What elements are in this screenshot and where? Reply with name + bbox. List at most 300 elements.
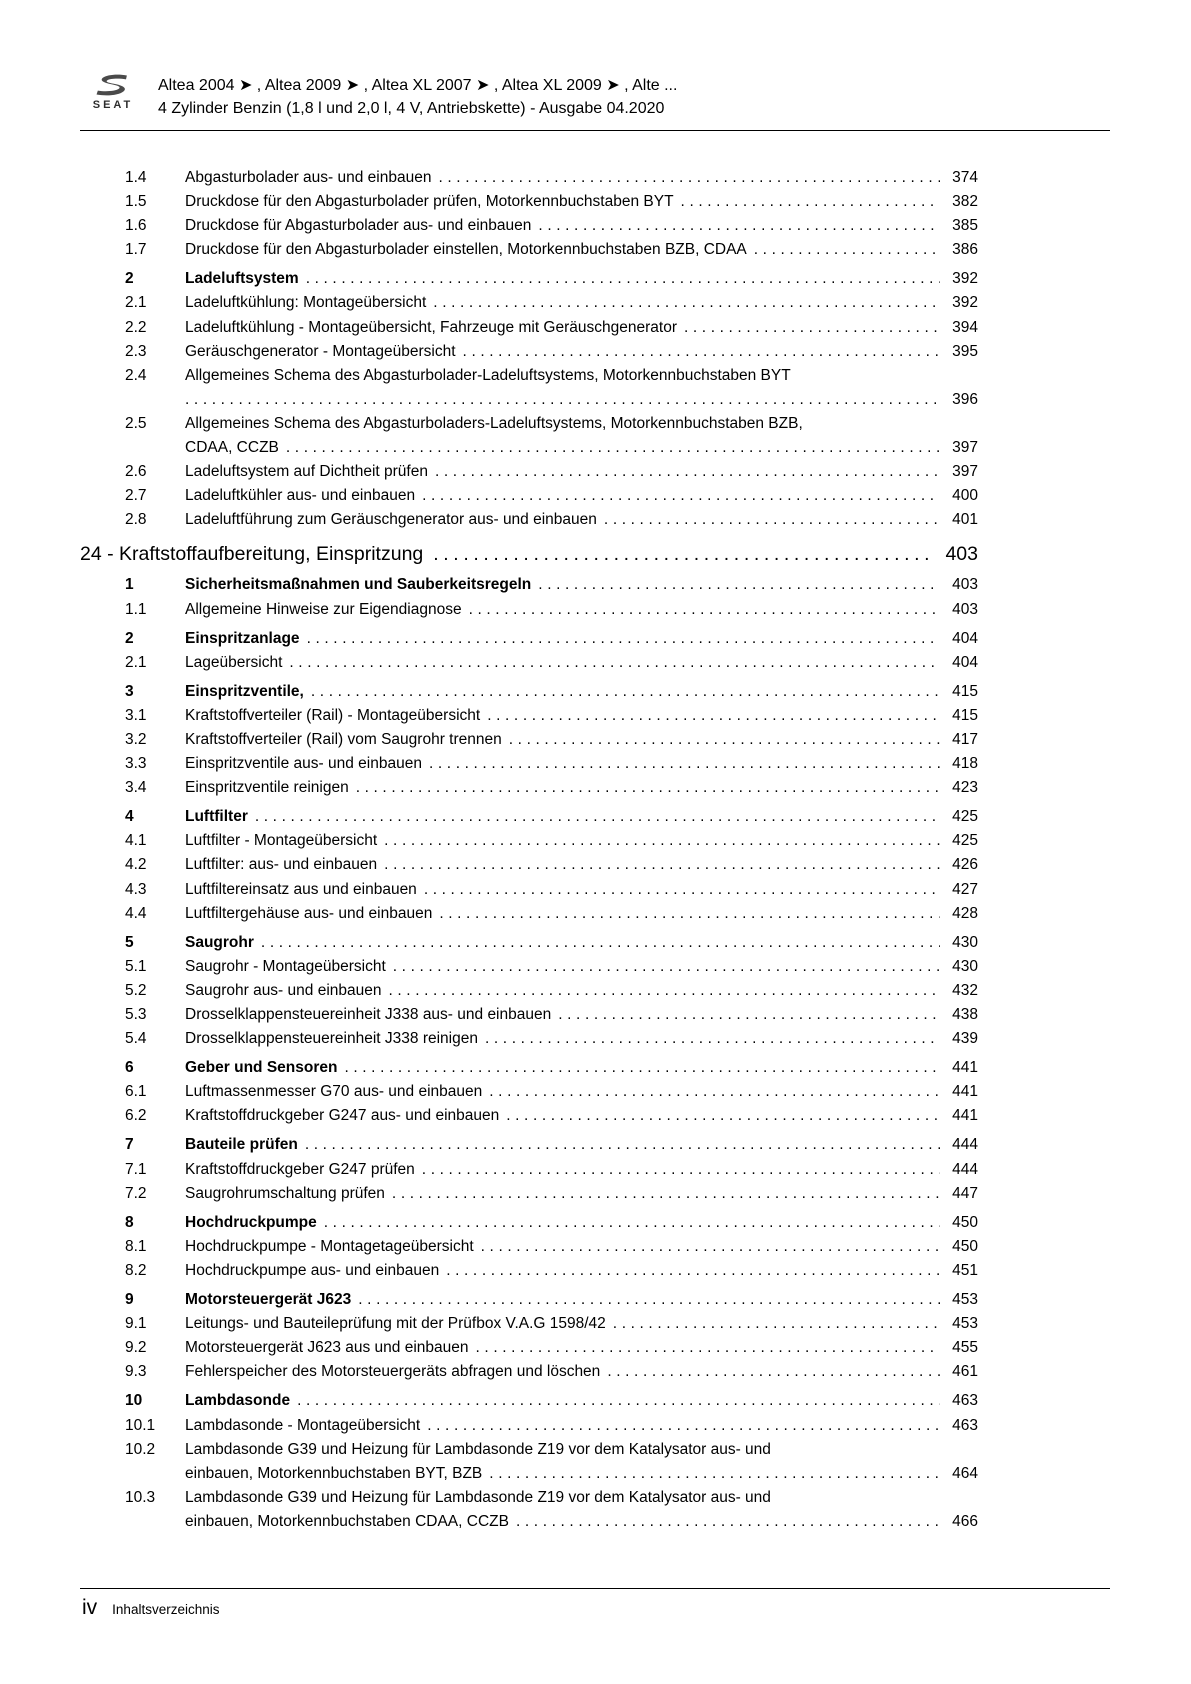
dot-leader: [307, 627, 940, 651]
entry-title: Lambdasonde: [185, 1392, 291, 1410]
toc-entry-row: [80, 931, 978, 955]
entry-page-number: 439: [952, 1030, 978, 1048]
entry-number: 2.1: [125, 653, 147, 671]
entry-page-number: 415: [952, 682, 978, 700]
entry-number: 4.1: [125, 832, 147, 850]
entry-title: Geber und Sensoren: [185, 1059, 338, 1077]
toc-entry-row: [80, 1080, 978, 1104]
toc-entry-row: [80, 460, 978, 484]
entry-title: Kraftstoffdruckgeber G247 aus- und einbauen: [185, 1107, 500, 1125]
dot-leader: [324, 1211, 940, 1235]
entry-line: [185, 1027, 978, 1051]
entry-page-number: 463: [952, 1392, 978, 1410]
entry-body: [185, 1104, 978, 1128]
entry-title: Ladeluftführung zum Geräuschgenerator aus- und einbauen: [185, 511, 597, 529]
toc-entries: [80, 166, 978, 1534]
entry-title: Einspritzventile,: [185, 682, 304, 700]
dot-leader: [469, 598, 940, 622]
entry-title: Motorsteuergerät J623: [185, 1291, 352, 1309]
entry-body: [185, 1056, 978, 1080]
entry-body: [185, 829, 978, 853]
entry-page-number: 415: [952, 706, 978, 724]
entry-page-number: 404: [952, 629, 978, 647]
entry-title: Bauteile prüfen: [185, 1136, 298, 1154]
entry-body: [185, 412, 978, 460]
entry-number: 7.2: [125, 1184, 147, 1202]
toc-entry-row: [80, 1336, 978, 1360]
toc-entry-row: [80, 598, 978, 622]
entry-title: Luftfiltergehäuse aus- und einbauen: [185, 904, 433, 922]
entry-body: [185, 573, 978, 597]
entry-line: [185, 1133, 978, 1157]
toc-entry-row: [80, 805, 978, 829]
toc-entry-row: [80, 853, 978, 877]
entry-page-number: 395: [952, 342, 978, 360]
entry-body: [185, 878, 978, 902]
dot-leader: [435, 460, 940, 484]
entry-line: [185, 1235, 978, 1259]
entry-line: [185, 704, 978, 728]
entry-page-number: 418: [952, 755, 978, 773]
entry-title: Fehlerspeicher des Motorsteuergeräts abfragen und löschen: [185, 1363, 601, 1381]
entry-line: [185, 1080, 978, 1104]
entry-number: 1: [125, 576, 134, 594]
entry-title: Allgemeine Hinweise zur Eigendiagnose: [185, 600, 462, 618]
entry-body: [185, 651, 978, 675]
footer-page-number: iv: [82, 1596, 98, 1619]
entry-line: [185, 1056, 978, 1080]
entry-page-number: 392: [952, 270, 978, 288]
header-title-line2: 4 Zylinder Benzin (1,8 l und 2,0 l, 4 V, Antriebskette) - Ausgabe 04.2020: [158, 100, 665, 117]
header-title-line1: Altea 2004 ➤ , Altea 2009 ➤ , Altea XL 2007 ➤ , Altea XL 2009 ➤ , Alte ...: [158, 77, 678, 94]
entry-line: [185, 238, 978, 262]
entry-number: 4.3: [125, 880, 147, 898]
toc-entry-row: [80, 627, 978, 651]
entry-body: [185, 460, 978, 484]
entry-line: [185, 1462, 978, 1486]
entry-number: 1.6: [125, 217, 147, 235]
entry-number: 8.1: [125, 1237, 147, 1255]
entry-title: Ladeluftsystem auf Dichtheit prüfen: [185, 463, 428, 481]
toc-entry-row: [80, 1259, 978, 1283]
entry-page-number: 428: [952, 904, 978, 922]
toc-entry-row: [80, 1389, 978, 1413]
entry-body: [185, 1486, 978, 1534]
dot-leader: [439, 902, 940, 926]
toc-entry-row: [80, 704, 978, 728]
toc-entry-row: [80, 190, 978, 214]
entry-number: 5.2: [125, 981, 147, 999]
toc-entry-row: [80, 267, 978, 291]
entry-page-number: 461: [952, 1363, 978, 1381]
entry-number: 8: [125, 1213, 134, 1231]
header-divider: [80, 130, 1110, 131]
entry-title: Einspritzventile reinigen: [185, 779, 349, 797]
entry-line: [185, 1211, 978, 1235]
entry-number: 9.2: [125, 1339, 147, 1357]
entry-title: Einspritzanlage: [185, 629, 300, 647]
entry-number: 7.1: [125, 1160, 147, 1178]
entry-title: Luftfilter: aus- und einbauen: [185, 856, 378, 874]
entry-title: Luftfilter - Montageübersicht: [185, 832, 378, 850]
seat-s-icon: [91, 72, 135, 98]
toc-entry-row: [80, 291, 978, 315]
seat-logo-text: SEAT: [92, 99, 134, 111]
entry-number: 2.1: [125, 294, 147, 312]
dot-leader: [538, 214, 940, 238]
entry-page-number: 432: [952, 981, 978, 999]
toc-entry-row: [80, 680, 978, 704]
entry-title: Lambdasonde - Montageübersicht: [185, 1416, 421, 1434]
entry-number: 2.7: [125, 487, 147, 505]
entry-line: [185, 598, 978, 622]
entry-title-line1: Allgemeines Schema des Abgasturboladers-Ladeluftsystems, Motorkennbuchstaben BZB,: [185, 414, 803, 432]
toc-entry-row: [80, 1003, 978, 1027]
dot-leader: [438, 166, 940, 190]
entry-body: [185, 214, 978, 238]
entry-line: [185, 1003, 978, 1027]
entry-body: [185, 1336, 978, 1360]
entry-body: [185, 1259, 978, 1283]
entry-line: [185, 853, 978, 877]
entry-number: 7: [125, 1136, 134, 1154]
entry-title: Geräuschgenerator - Montageübersicht: [185, 342, 456, 360]
toc-entry-row: [80, 1414, 978, 1438]
entry-number: 3.4: [125, 779, 147, 797]
dot-leader: [487, 704, 940, 728]
dot-leader: [754, 238, 940, 262]
entry-page-number: 396: [952, 390, 978, 408]
entry-body: [185, 1414, 978, 1438]
dot-leader: [558, 1003, 940, 1027]
dot-leader: [489, 1080, 940, 1104]
entry-body: [185, 704, 978, 728]
toc-entry-row: [80, 1312, 978, 1336]
entry-title: Motorsteuergerät J623 aus und einbauen: [185, 1339, 469, 1357]
entry-number: 2.5: [125, 414, 147, 432]
entry-page-number: 401: [952, 511, 978, 529]
entry-line: [185, 436, 978, 460]
entry-number: 1.5: [125, 193, 147, 211]
dot-leader: [305, 1133, 940, 1157]
toc-entry-row: [80, 1235, 978, 1259]
dot-leader: [476, 1336, 940, 1360]
entry-page-number: 447: [952, 1184, 978, 1202]
entry-body: [185, 166, 978, 190]
toc-entry-row: [80, 776, 978, 800]
dot-leader: [185, 388, 940, 412]
entry-page-number: 463: [952, 1416, 978, 1434]
dot-leader: [311, 680, 940, 704]
dot-leader: [429, 752, 940, 776]
entry-title: Einspritzventile aus- und einbauen: [185, 755, 422, 773]
entry-line: [185, 1259, 978, 1283]
entry-page-number: 425: [952, 832, 978, 850]
entry-page-number: 455: [952, 1339, 978, 1357]
toc-entry-row: [80, 1360, 978, 1384]
dot-leader: [613, 1312, 940, 1336]
entry-page-number: 450: [952, 1237, 978, 1255]
entry-body: [185, 598, 978, 622]
entry-page-number: 385: [952, 217, 978, 235]
entry-page-number: 451: [952, 1261, 978, 1279]
entry-line: [185, 805, 978, 829]
entry-number: 9.3: [125, 1363, 147, 1381]
entry-page-number: 386: [952, 241, 978, 259]
entry-page-number: 453: [952, 1291, 978, 1309]
entry-title: Drosselklappensteuereinheit J338 aus- und einbauen: [185, 1006, 552, 1023]
chapter-page-number: 403: [945, 543, 978, 566]
entry-page-number: 430: [952, 957, 978, 975]
dot-leader: [681, 190, 940, 214]
entry-title: Druckdose für den Abgasturbolader einstellen, Motorkennbuchstaben BZB, CDAA: [185, 241, 747, 259]
entry-number: 2.4: [125, 366, 147, 384]
entry-title: Hochdruckpumpe: [185, 1213, 317, 1231]
dot-leader: [489, 1462, 940, 1486]
entry-body: [185, 291, 978, 315]
entry-line: [185, 728, 978, 752]
entry-number: 2.2: [125, 318, 147, 336]
entry-line: [185, 573, 978, 597]
entry-number: 5.3: [125, 1006, 147, 1023]
dot-leader: [446, 1259, 940, 1283]
entry-page-number: 441: [952, 1059, 978, 1077]
entry-title: Ladeluftkühler aus- und einbauen: [185, 487, 416, 505]
entry-body: [185, 1438, 978, 1486]
footer-divider: [80, 1588, 1110, 1589]
entry-body: [185, 238, 978, 262]
entry-number: 9: [125, 1291, 134, 1309]
entry-page-number: 430: [952, 933, 978, 951]
toc-entry-row: [80, 728, 978, 752]
entry-line: [185, 1360, 978, 1384]
entry-number: 5.1: [125, 957, 147, 975]
entry-title: Druckdose für den Abgasturbolader prüfen, Motorkennbuchstaben BYT: [185, 193, 674, 211]
dot-leader: [384, 829, 940, 853]
entry-number: 2.8: [125, 511, 147, 529]
entry-title: Kraftstoffverteiler (Rail) vom Saugrohr trennen: [185, 730, 502, 748]
entry-page-number: 392: [952, 294, 978, 312]
entry-title: Saugrohr aus- und einbauen: [185, 981, 382, 999]
dot-leader: [384, 853, 940, 877]
dot-leader: [427, 1414, 940, 1438]
toc-entry-row: [80, 1288, 978, 1312]
entry-title: Luftfiltereinsatz aus und einbauen: [185, 880, 417, 898]
entry-line: [185, 214, 978, 238]
entry-line: [185, 388, 978, 412]
entry-line: [185, 267, 978, 291]
entry-body: [185, 680, 978, 704]
entry-title: Drosselklappensteuereinheit J338 reinigen: [185, 1030, 478, 1048]
entry-line: [185, 484, 978, 508]
toc-entry-row: [80, 412, 978, 460]
entry-line: [185, 1158, 978, 1182]
toc-entry-row: [80, 508, 978, 532]
entry-page-number: 444: [952, 1160, 978, 1178]
toc-entry-row: [80, 979, 978, 1003]
entry-body: [185, 1080, 978, 1104]
dot-leader: [481, 1235, 940, 1259]
toc-entry-row: [80, 1027, 978, 1051]
entry-body: [185, 190, 978, 214]
entry-body: [185, 484, 978, 508]
entry-number: 4: [125, 808, 134, 826]
entry-body: [185, 979, 978, 1003]
entry-body: [185, 1182, 978, 1206]
toc-entry-row: [80, 238, 978, 262]
entry-line: [185, 680, 978, 704]
entry-body: [185, 931, 978, 955]
entry-line: [185, 1414, 978, 1438]
entry-number: 10.2: [125, 1440, 156, 1458]
toc-entry-row: [80, 1056, 978, 1080]
entry-body: [185, 752, 978, 776]
entry-body: [185, 1027, 978, 1051]
entry-number: 3.1: [125, 706, 147, 724]
entry-line: [185, 931, 978, 955]
entry-body: [185, 340, 978, 364]
entry-title: Leitungs- und Bauteileprüfung mit der Prüfbox V.A.G 1598/42: [185, 1315, 606, 1333]
toc-entry-row: [80, 878, 978, 902]
entry-page-number: 423: [952, 779, 978, 797]
entry-body: [185, 1235, 978, 1259]
entry-body: [185, 267, 978, 291]
entry-line: [185, 1336, 978, 1360]
toc-entry-row: [80, 1182, 978, 1206]
entry-body: [185, 1158, 978, 1182]
dot-leader: [289, 651, 940, 675]
entry-number: 2: [125, 270, 134, 288]
entry-page-number: 427: [952, 880, 978, 898]
toc-entry-row: [80, 573, 978, 597]
dot-leader: [261, 931, 940, 955]
entry-line: [185, 979, 978, 1003]
seat-logo: [86, 72, 140, 111]
entry-number: 1.1: [125, 600, 147, 618]
entry-number: 2: [125, 629, 134, 647]
entry-title-line1: Allgemeines Schema des Abgasturbolader-Ladeluftsystems, Motorkennbuchstaben BYT: [185, 366, 791, 384]
dot-leader: [388, 979, 940, 1003]
entry-number: 3.3: [125, 755, 147, 773]
entry-body: [185, 1389, 978, 1413]
entry-body: [185, 1133, 978, 1157]
toc-entry-row: [80, 364, 978, 412]
page-header: [86, 72, 677, 120]
toc-entry-row: [80, 166, 978, 190]
dot-leader: [433, 541, 932, 568]
entry-title: einbauen, Motorkennbuchstaben CDAA, CCZB: [185, 1512, 509, 1530]
entry-number: 5: [125, 933, 134, 951]
entry-line: [185, 955, 978, 979]
entry-body: [185, 316, 978, 340]
dot-leader: [422, 1158, 940, 1182]
entry-line: [185, 902, 978, 926]
entry-number: 10: [125, 1392, 143, 1410]
entry-number: 2.6: [125, 463, 147, 481]
entry-body: [185, 1211, 978, 1235]
entry-title: Druckdose für Abgasturbolader aus- und einbauen: [185, 217, 532, 235]
toc-entry-row: [80, 1133, 978, 1157]
entry-number: 6.2: [125, 1107, 147, 1125]
toc-entry-row: [80, 214, 978, 238]
dot-leader: [463, 340, 940, 364]
dot-leader: [485, 1027, 940, 1051]
dot-leader: [358, 1288, 940, 1312]
entry-title: Ladeluftkühlung: Montageübersicht: [185, 294, 427, 312]
dot-leader: [516, 1510, 940, 1534]
dot-leader: [424, 878, 940, 902]
entry-page-number: 397: [952, 463, 978, 481]
entry-page-number: 441: [952, 1083, 978, 1101]
dot-leader: [255, 805, 940, 829]
dot-leader: [684, 316, 940, 340]
header-titles: [158, 72, 677, 120]
entry-number: 10.3: [125, 1488, 156, 1506]
entry-line: [185, 316, 978, 340]
entry-title: Hochdruckpumpe - Montagetageübersicht: [185, 1237, 474, 1255]
entry-page-number: 453: [952, 1315, 978, 1333]
toc-entry-row: [80, 340, 978, 364]
entry-body: [185, 1360, 978, 1384]
entry-line: [185, 627, 978, 651]
entry-body: [185, 1312, 978, 1336]
toc-entry-row: [80, 955, 978, 979]
entry-body: [185, 776, 978, 800]
entry-title: Saugrohrumschaltung prüfen: [185, 1184, 385, 1202]
chapter-heading-row: [80, 541, 978, 568]
entry-number: 4.2: [125, 856, 147, 874]
entry-body: [185, 1288, 978, 1312]
toc-entry-row: [80, 902, 978, 926]
entry-line: [185, 878, 978, 902]
entry-number: 6.1: [125, 1083, 147, 1101]
entry-number: 8.2: [125, 1261, 147, 1279]
entry-title: Saugrohr: [185, 933, 254, 951]
entry-title: Kraftstoffverteiler (Rail) - Montageübersicht: [185, 706, 481, 724]
entry-line: [185, 1104, 978, 1128]
entry-title: Saugrohr - Montageübersicht: [185, 957, 386, 975]
entry-body: [185, 508, 978, 532]
entry-title: Abgasturbolader aus- und einbauen: [185, 169, 432, 186]
entry-line: [185, 166, 978, 190]
toc-entry-row: [80, 1211, 978, 1235]
entry-title: Kraftstoffdruckgeber G247 prüfen: [185, 1160, 415, 1178]
dot-leader: [422, 484, 940, 508]
entry-page-number: 444: [952, 1136, 978, 1154]
dot-leader: [506, 1104, 940, 1128]
entry-line: [185, 776, 978, 800]
entry-line: [185, 508, 978, 532]
entry-line: [185, 1510, 978, 1534]
dot-leader: [306, 267, 940, 291]
entry-page-number: 403: [952, 576, 978, 594]
toc-entry-row: [80, 1104, 978, 1128]
entry-page-number: 404: [952, 653, 978, 671]
entry-title: Ladeluftsystem: [185, 270, 299, 288]
dot-leader: [392, 1182, 940, 1206]
dot-leader: [286, 436, 940, 460]
dot-leader: [509, 728, 940, 752]
entry-page-number: 374: [952, 169, 978, 186]
entry-body: [185, 1003, 978, 1027]
entry-line: [185, 291, 978, 315]
entry-title: Sicherheitsmaßnahmen und Sauberkeitsregeln: [185, 576, 532, 594]
footer-section-label: Inhaltsverzeichnis: [112, 1602, 220, 1617]
entry-page-number: 397: [952, 439, 978, 457]
dot-leader: [607, 1360, 940, 1384]
entry-number: 3: [125, 682, 134, 700]
entry-number: 6: [125, 1059, 134, 1077]
